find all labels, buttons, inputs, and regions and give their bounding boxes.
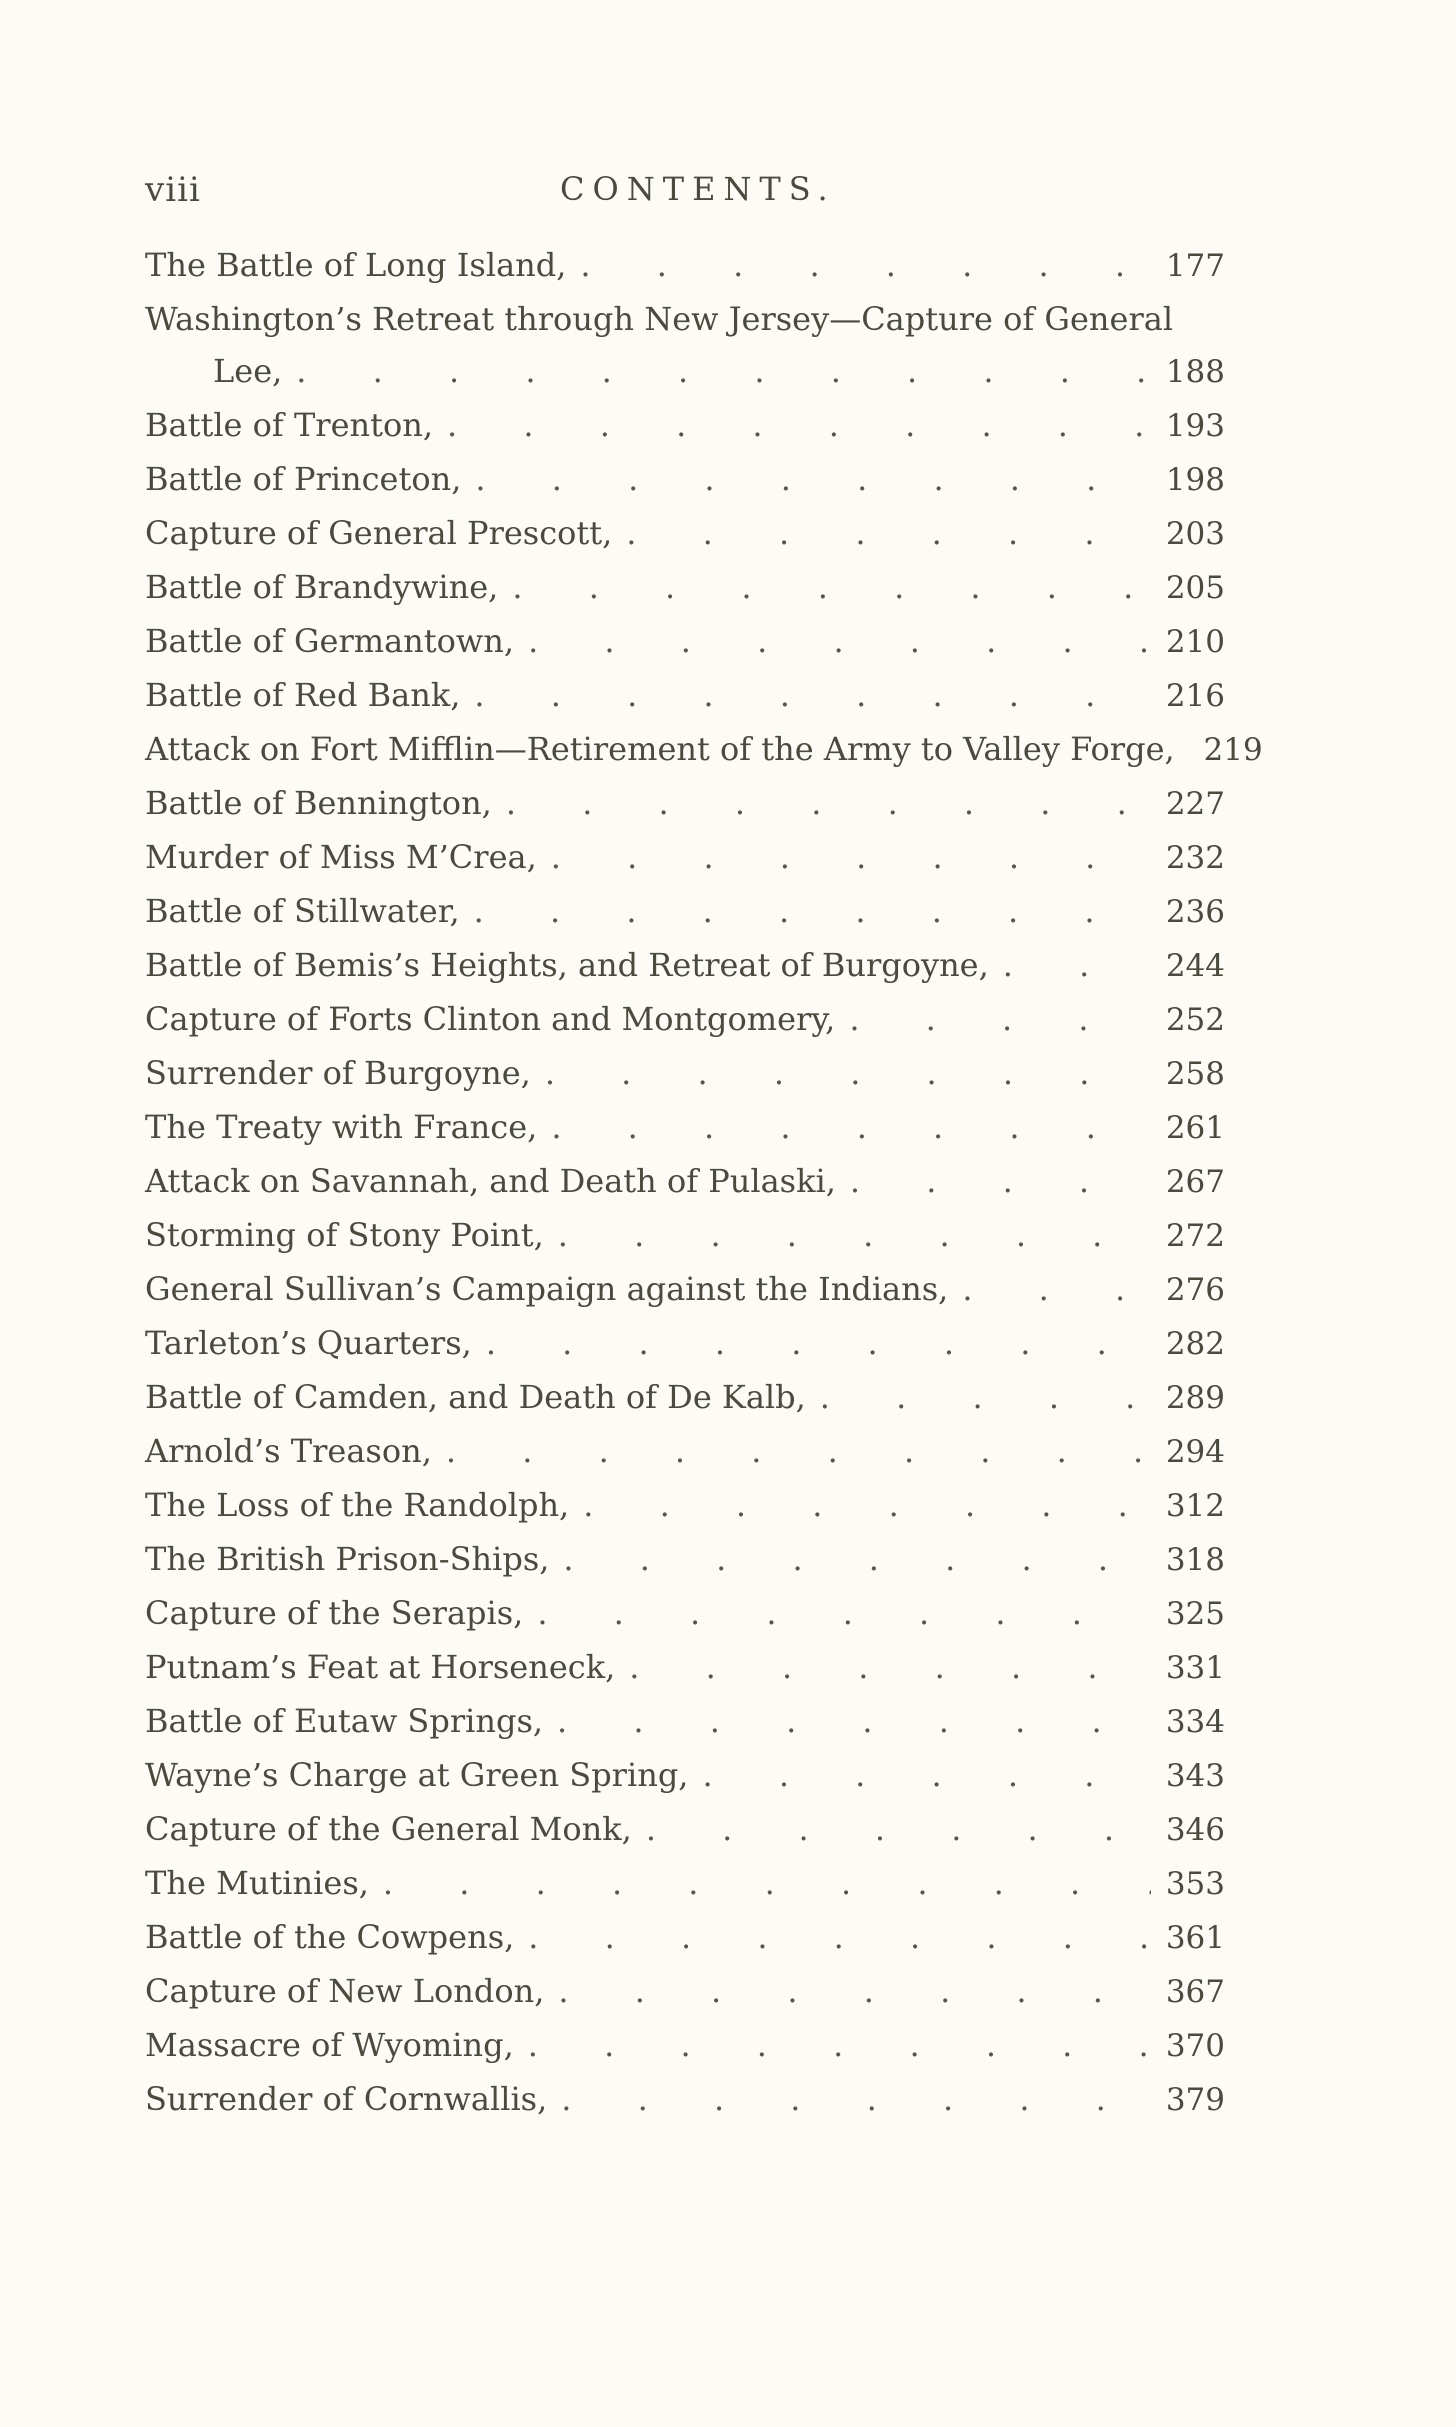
toc-entry	[145, 1424, 1225, 1478]
toc-entry	[145, 1640, 1225, 1694]
dot-leader	[512, 560, 1151, 614]
toc-entry	[145, 1046, 1225, 1100]
entry-page: 294	[1165, 1434, 1225, 1470]
toc-entry	[145, 1694, 1225, 1748]
entry-page: 353	[1165, 1866, 1225, 1902]
page-number: viii	[145, 170, 201, 210]
toc-entry	[145, 1802, 1225, 1856]
entry-title: Battle of Stillwater,	[145, 892, 460, 930]
entry-title: Battle of Brandywine,	[145, 568, 499, 606]
toc-entry	[145, 992, 1225, 1046]
toc-entry	[145, 1208, 1225, 1262]
dot-leader	[583, 1478, 1151, 1532]
entry-page: 210	[1165, 624, 1225, 660]
toc-entry	[145, 1316, 1225, 1370]
dot-leader	[962, 1262, 1151, 1316]
entry-title: Massacre of Wyoming,	[145, 2026, 514, 2064]
toc-entry	[145, 1154, 1225, 1208]
entry-title-continuation: Lee,	[213, 352, 283, 390]
entry-title: Battle of Princeton,	[145, 460, 462, 498]
toc-entry	[145, 1964, 1225, 2018]
toc-entry	[145, 398, 1225, 452]
entry-page: 334	[1165, 1704, 1225, 1740]
entry-title: Tarleton’s Quarters,	[145, 1324, 472, 1362]
entry-title: The Battle of Long Island,	[145, 246, 567, 284]
dot-leader	[1003, 938, 1151, 992]
entry-page: 267	[1165, 1164, 1225, 1200]
entry-page: 203	[1165, 516, 1225, 552]
entry-title: Battle of Red Bank,	[145, 676, 461, 714]
toc-entry	[145, 1532, 1225, 1586]
entry-page: 379	[1165, 2082, 1225, 2118]
toc-entry	[145, 560, 1225, 614]
toc-entry	[145, 1748, 1225, 1802]
entry-page: 331	[1165, 1650, 1225, 1686]
entry-title: Storming of Stony Point,	[145, 1216, 544, 1254]
dot-leader	[475, 452, 1151, 506]
entry-title: The British Prison-Ships,	[145, 1540, 550, 1578]
entry-page: 216	[1165, 678, 1225, 714]
toc-entry	[145, 884, 1225, 938]
toc-entry	[145, 1478, 1225, 1532]
entry-page: 219	[1203, 732, 1263, 768]
entry-title: Battle of Eutaw Springs,	[145, 1702, 544, 1740]
dot-leader	[474, 668, 1151, 722]
dot-leader	[558, 1964, 1151, 2018]
entry-title: The Loss of the Randolph,	[145, 1486, 570, 1524]
dot-leader	[551, 830, 1151, 884]
toc-entry	[145, 668, 1225, 722]
dot-leader	[528, 1910, 1151, 1964]
entry-page: 258	[1165, 1056, 1225, 1092]
dot-leader	[558, 1208, 1151, 1262]
entry-title: Capture of General Prescott,	[145, 514, 613, 552]
dot-leader	[629, 1640, 1151, 1694]
dot-leader	[474, 884, 1151, 938]
dot-leader	[561, 2072, 1151, 2126]
entry-page: 361	[1165, 1920, 1225, 1956]
toc-entry	[145, 830, 1225, 884]
entry-page: 244	[1165, 948, 1225, 984]
entry-page: 282	[1165, 1326, 1225, 1362]
entry-page: 193	[1165, 408, 1225, 444]
entry-page: 252	[1165, 1002, 1225, 1038]
toc-entry	[145, 238, 1225, 292]
dot-leader	[702, 1748, 1151, 1802]
entry-title: Surrender of Cornwallis,	[145, 2080, 548, 2118]
toc-entry	[145, 1586, 1225, 1640]
entry-title: Attack on Fort Mifflin—Retirement of the Army to Valley Forge,	[145, 730, 1175, 768]
entry-page: 198	[1165, 462, 1225, 498]
entry-page: 312	[1165, 1488, 1225, 1524]
entry-title: Battle of Trenton,	[145, 406, 434, 444]
entry-title: General Sullivan’s Campaign against the Indians,	[145, 1270, 949, 1308]
dot-leader	[626, 506, 1151, 560]
dot-leader	[580, 238, 1151, 292]
entry-title: The Mutinies,	[145, 1864, 369, 1902]
entry-title: Battle of Camden, and Death of De Kalb,	[145, 1378, 806, 1416]
dot-leader	[486, 1316, 1151, 1370]
toc-entry	[145, 776, 1225, 830]
dot-leader	[537, 1586, 1151, 1640]
toc-entry	[145, 1910, 1225, 1964]
toc-entry	[145, 1262, 1225, 1316]
toc-entry	[145, 1370, 1225, 1424]
dot-leader	[528, 614, 1151, 668]
dot-leader	[820, 1370, 1151, 1424]
entry-page: 188	[1165, 354, 1225, 390]
entry-page: 346	[1165, 1812, 1225, 1848]
toc-entry	[145, 2018, 1225, 2072]
entry-page: 276	[1165, 1272, 1225, 1308]
entry-page: 177	[1165, 248, 1225, 284]
entry-page: 232	[1165, 840, 1225, 876]
entry-page: 272	[1165, 1218, 1225, 1254]
dot-leader	[528, 2018, 1151, 2072]
dot-leader	[646, 1802, 1151, 1856]
entry-title: Battle of the Cowpens,	[145, 1918, 515, 1956]
dot-leader	[545, 1046, 1151, 1100]
entry-page: 236	[1165, 894, 1225, 930]
entry-title: Capture of the General Monk,	[145, 1810, 632, 1848]
entry-page: 343	[1165, 1758, 1225, 1794]
entry-title: Surrender of Burgoyne,	[145, 1054, 531, 1092]
toc-entry	[145, 1100, 1225, 1154]
entry-title: Washington’s Retreat through New Jersey—Capture of General	[145, 300, 1174, 338]
entry-title: Capture of Forts Clinton and Montgomery,	[145, 1000, 836, 1038]
dot-leader	[551, 1100, 1151, 1154]
dot-leader	[296, 344, 1151, 398]
table-of-contents	[145, 238, 1263, 2126]
entry-page: 205	[1165, 570, 1225, 606]
entry-page: 227	[1165, 786, 1225, 822]
entry-title: Putnam’s Feat at Horseneck,	[145, 1648, 616, 1686]
entry-title: Wayne’s Charge at Green Spring,	[145, 1756, 689, 1794]
toc-entry	[145, 614, 1225, 668]
dot-leader	[506, 776, 1151, 830]
entry-page: 367	[1165, 1974, 1225, 2010]
entry-title: Arnold’s Treason,	[145, 1432, 432, 1470]
entry-page: 261	[1165, 1110, 1225, 1146]
dot-leader	[563, 1532, 1151, 1586]
entry-title: Battle of Germantown,	[145, 622, 515, 660]
entry-title: Capture of New London,	[145, 1972, 545, 2010]
toc-entry	[145, 292, 1225, 344]
dot-leader	[447, 398, 1151, 452]
toc-entry	[145, 722, 1263, 776]
entry-title: Capture of the Serapis,	[145, 1594, 524, 1632]
entry-page: 370	[1165, 2028, 1225, 2064]
entry-title: Murder of Miss M’Crea,	[145, 838, 537, 876]
entry-page: 318	[1165, 1542, 1225, 1578]
dot-leader	[850, 1154, 1151, 1208]
dot-leader	[849, 992, 1151, 1046]
entry-title: Battle of Bemis’s Heights, and Retreat of Burgoyne,	[145, 946, 989, 984]
toc-entry	[145, 506, 1225, 560]
entry-title: Attack on Savannah, and Death of Pulaski,	[145, 1162, 836, 1200]
entry-page: 289	[1165, 1380, 1225, 1416]
dot-leader	[383, 1856, 1151, 1910]
page-header	[145, 170, 1225, 220]
entry-title: The Treaty with France,	[145, 1108, 538, 1146]
toc-entry	[145, 452, 1225, 506]
toc-entry-continuation	[145, 344, 1225, 398]
toc-entry	[145, 938, 1225, 992]
dot-leader	[446, 1424, 1151, 1478]
dot-leader	[557, 1694, 1151, 1748]
entry-page: 325	[1165, 1596, 1225, 1632]
entry-title: Battle of Bennington,	[145, 784, 492, 822]
toc-entry	[145, 2072, 1225, 2126]
running-title: CONTENTS.	[560, 170, 836, 208]
toc-entry	[145, 1856, 1225, 1910]
